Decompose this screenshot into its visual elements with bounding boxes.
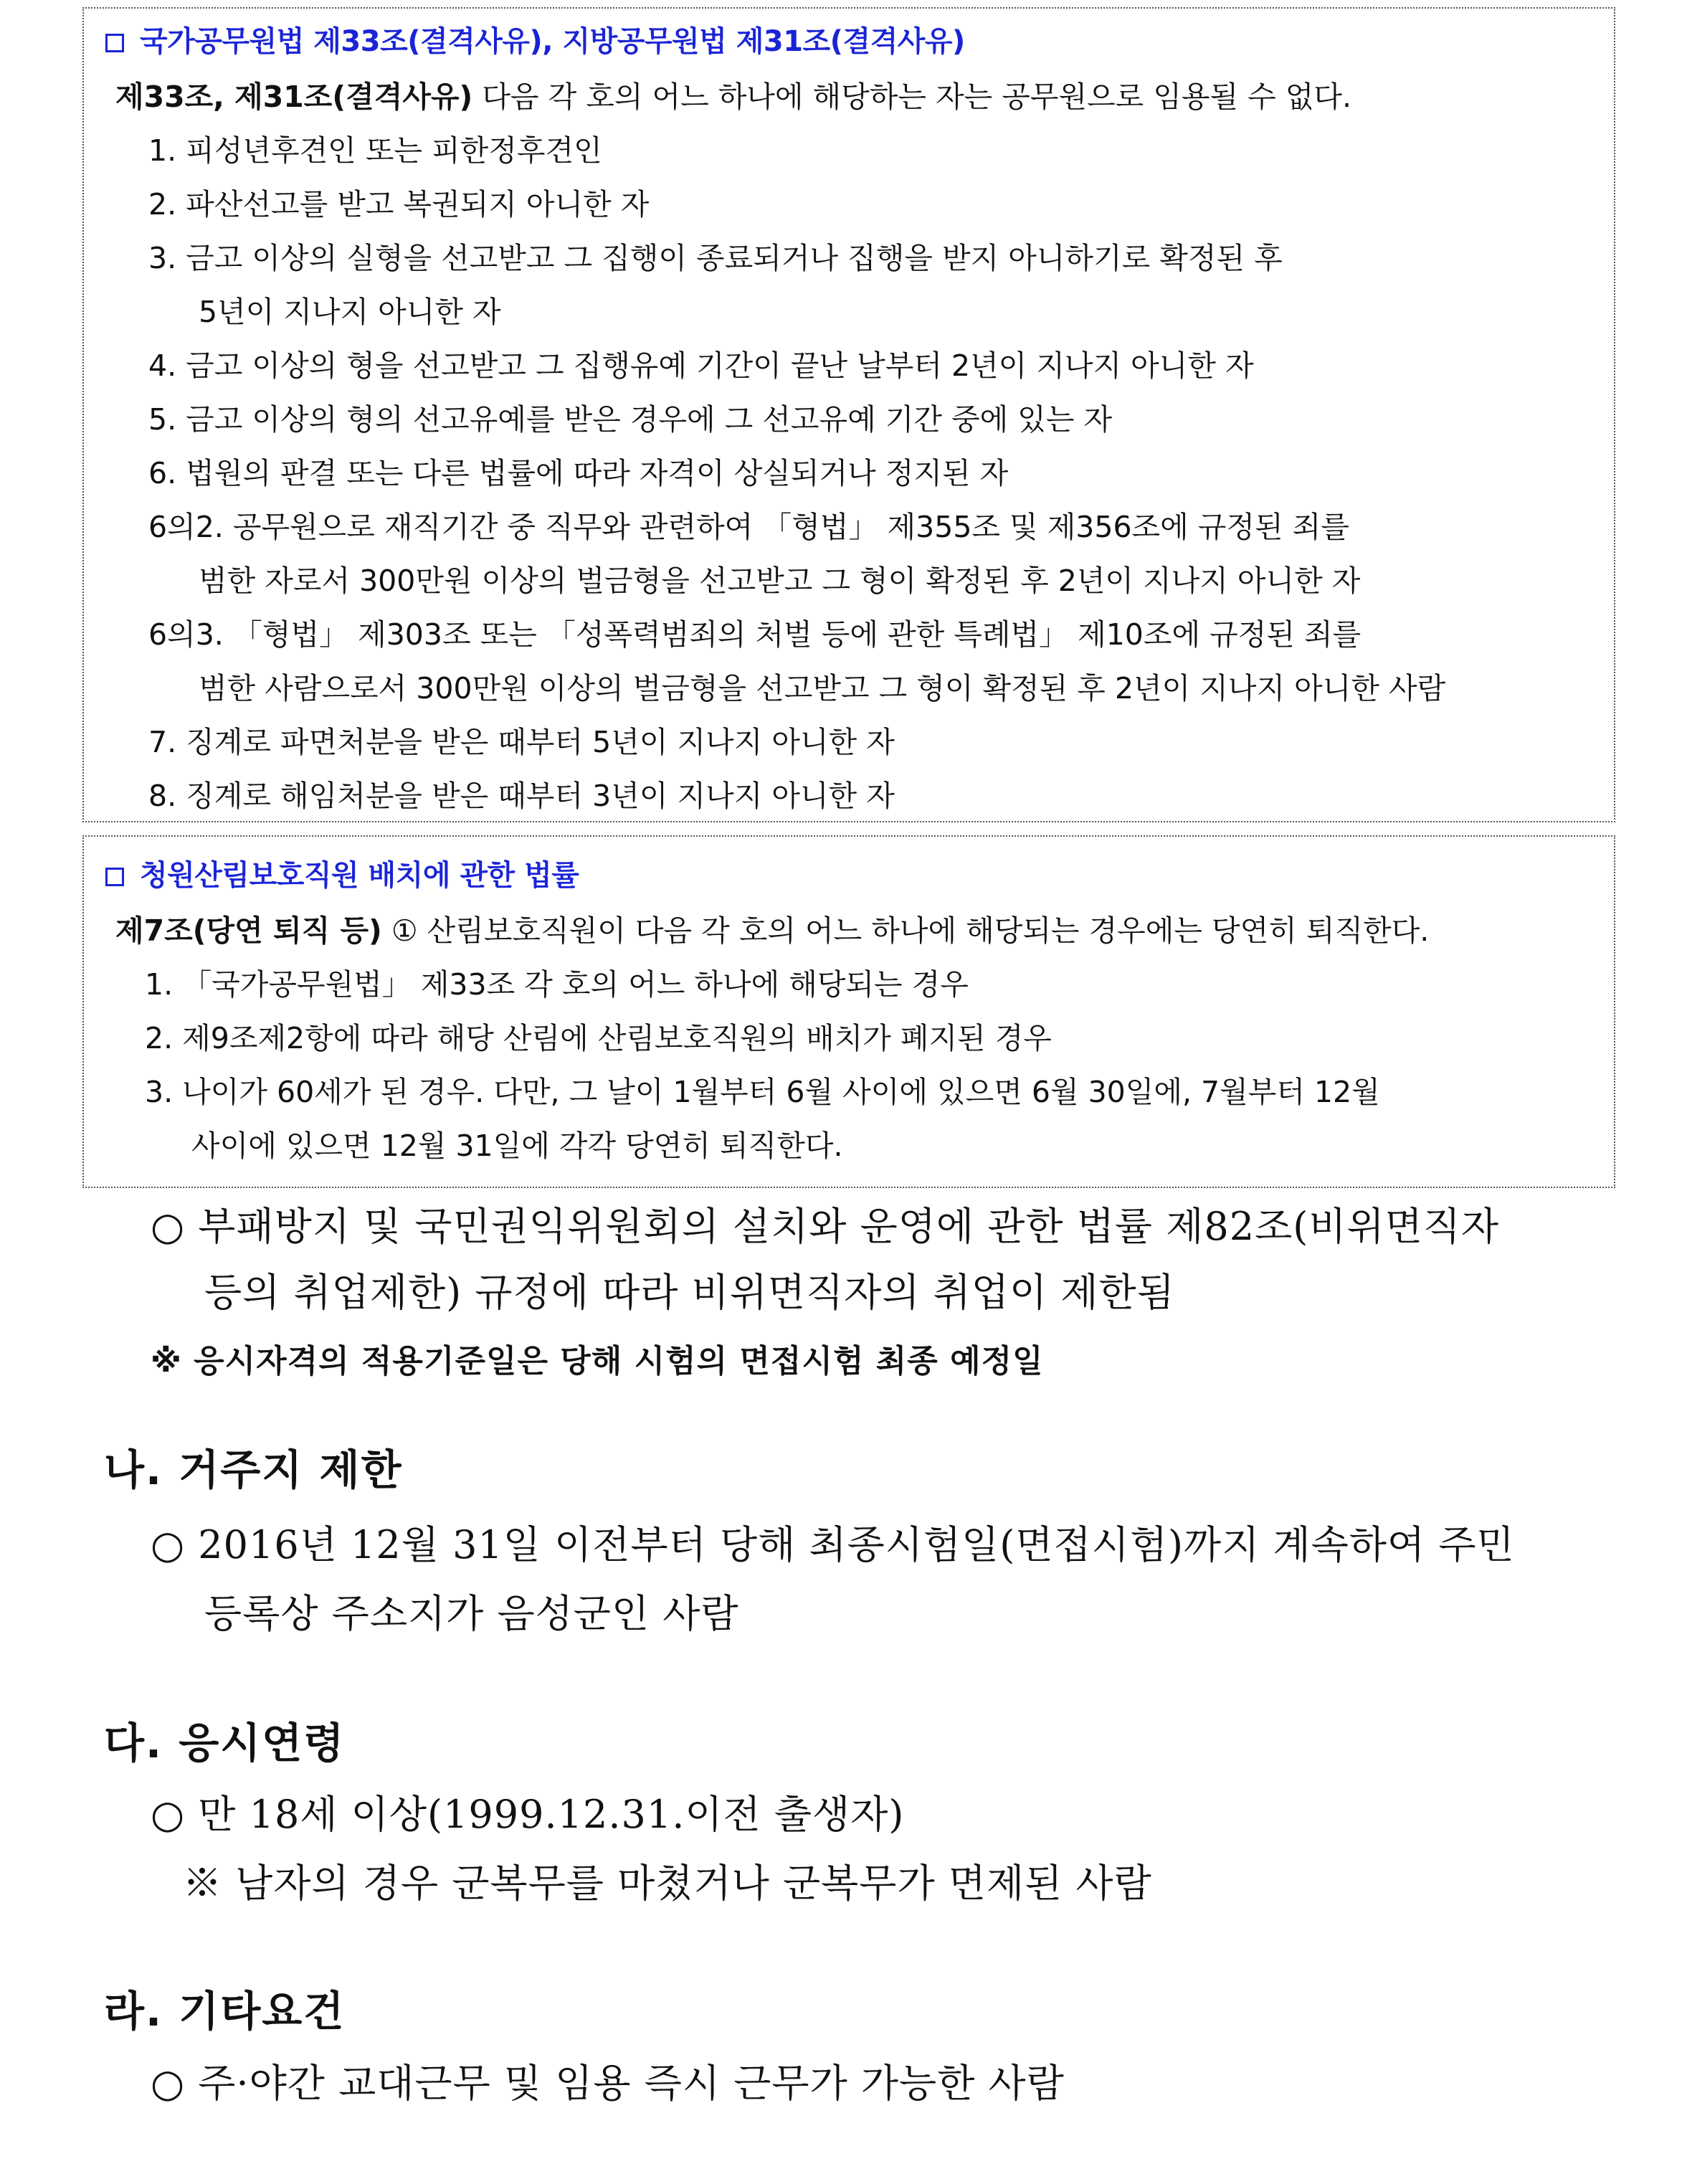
list-item: 7. 징계로 파면처분을 받은 때부터 5년이 지나지 아니한 자: [148, 725, 895, 759]
list-item: 6. 법원의 판결 또는 다른 법률에 따라 자격이 상실되거나 정지된 자: [148, 456, 1009, 490]
list-item: 3. 금고 이상의 실형을 선고받고 그 집행이 종료되거나 집행을 받지 아니하기로 확정된 후: [148, 241, 1283, 275]
list-item-continuation: 범한 사람으로서 300만원 이상의 벌금형을 선고받고 그 형이 확정된 후 2년이 지나지 아니한 사람: [199, 671, 1446, 706]
section-age-heading: 다. 응시연령: [104, 1719, 346, 1767]
disqualification-law-box: [82, 7, 1615, 822]
list-item: 2. 파산선고를 받고 복권되지 아니한 자: [148, 187, 650, 222]
residence-line1: ○ 2016년 12월 31일 이전부터 당해 최종시험일(면접시험)까지 계속하여 주민: [151, 1522, 1515, 1567]
list-item-continuation: 5년이 지나지 아니한 자: [199, 295, 501, 329]
anti-corruption-line2: 등의 취업제한) 규정에 따라 비위면직자의 취업이 제한됨: [204, 1270, 1175, 1315]
box2-intro: 제7조(당연 퇴직 등) ① 산림보호직원이 다음 각 호의 어느 하나에 해당되는 경우에는 당연히 퇴직한다.: [115, 913, 1430, 948]
list-item: 1. 피성년후견인 또는 피한정후견인: [148, 133, 602, 168]
anti-corruption-line1: ○ 부패방지 및 국민권익위원회의 설치와 운영에 관한 법률 제82조(비위면직자: [151, 1204, 1500, 1249]
list-item-continuation: 범한 자로서 300만원 이상의 벌금형을 선고받고 그 형이 확정된 후 2년이 지나지 아니한 자: [199, 564, 1361, 598]
list-item: 6의3. 「형법」 제303조 또는 「성폭력범죄의 처벌 등에 관한 특례법」 제10조에 규정된 죄를: [148, 617, 1362, 652]
list-item: 8. 징계로 해임처분을 받은 때부터 3년이 지나지 아니한 자: [148, 779, 895, 813]
box1-title: 국가공무원법 제33조(결격사유), 지방공무원법 제31조(결격사유): [105, 19, 965, 60]
list-item: 4. 금고 이상의 형을 선고받고 그 집행유예 기간이 끝난 날부터 2년이 지나지 아니한 자: [148, 348, 1254, 383]
list-item: 5. 금고 이상의 형의 선고유예를 받은 경우에 그 선고유예 기간 중에 있는 자: [148, 402, 1113, 437]
square-bullet-icon: [105, 868, 124, 886]
list-item: 6의2. 공무원으로 재직기간 중 직무와 관련하여 「형법」 제355조 및 제356조에 규정된 죄를: [148, 510, 1349, 544]
square-bullet-icon: [105, 34, 124, 52]
list-item: 3. 나이가 60세가 된 경우. 다만, 그 날이 1월부터 6월 사이에 있으면 6월 30일에, 7월부터 12월: [145, 1075, 1380, 1109]
list-item: 2. 제9조제2항에 따라 해당 산림에 산림보호직원의 배치가 폐지된 경우: [145, 1021, 1052, 1055]
eligibility-note: ※ 응시자격의 적용기준일은 당해 시험의 면접시험 최종 예정일: [151, 1343, 1044, 1380]
section-residence-heading: 나. 거주지 제한: [104, 1445, 403, 1494]
age-note: ※ 남자의 경우 군복무를 마쳤거나 군복무가 면제된 사람: [183, 1861, 1152, 1906]
forest-protection-law-box: [82, 835, 1615, 1188]
list-item-continuation: 사이에 있으면 12월 31일에 각각 당연히 퇴직한다.: [191, 1129, 843, 1163]
box2-title: 청원산림보호직원 배치에 관한 법률: [105, 853, 579, 893]
box1-intro: 제33조, 제31조(결격사유) 다음 각 호의 어느 하나에 해당하는 자는 공무원으로 임용될 수 없다.: [115, 80, 1352, 114]
list-item: 1. 「국가공무원법」 제33조 각 호의 어느 하나에 해당되는 경우: [145, 967, 969, 1002]
residence-line2: 등록상 주소지가 음성군인 사람: [204, 1591, 739, 1636]
other-line1: ○ 주·야간 교대근무 및 임용 즉시 근무가 가능한 사람: [151, 2061, 1065, 2106]
age-line1: ○ 만 18세 이상(1999.12.31.이전 출생자): [151, 1792, 905, 1837]
section-other-heading: 라. 기타요건: [104, 1987, 346, 2036]
